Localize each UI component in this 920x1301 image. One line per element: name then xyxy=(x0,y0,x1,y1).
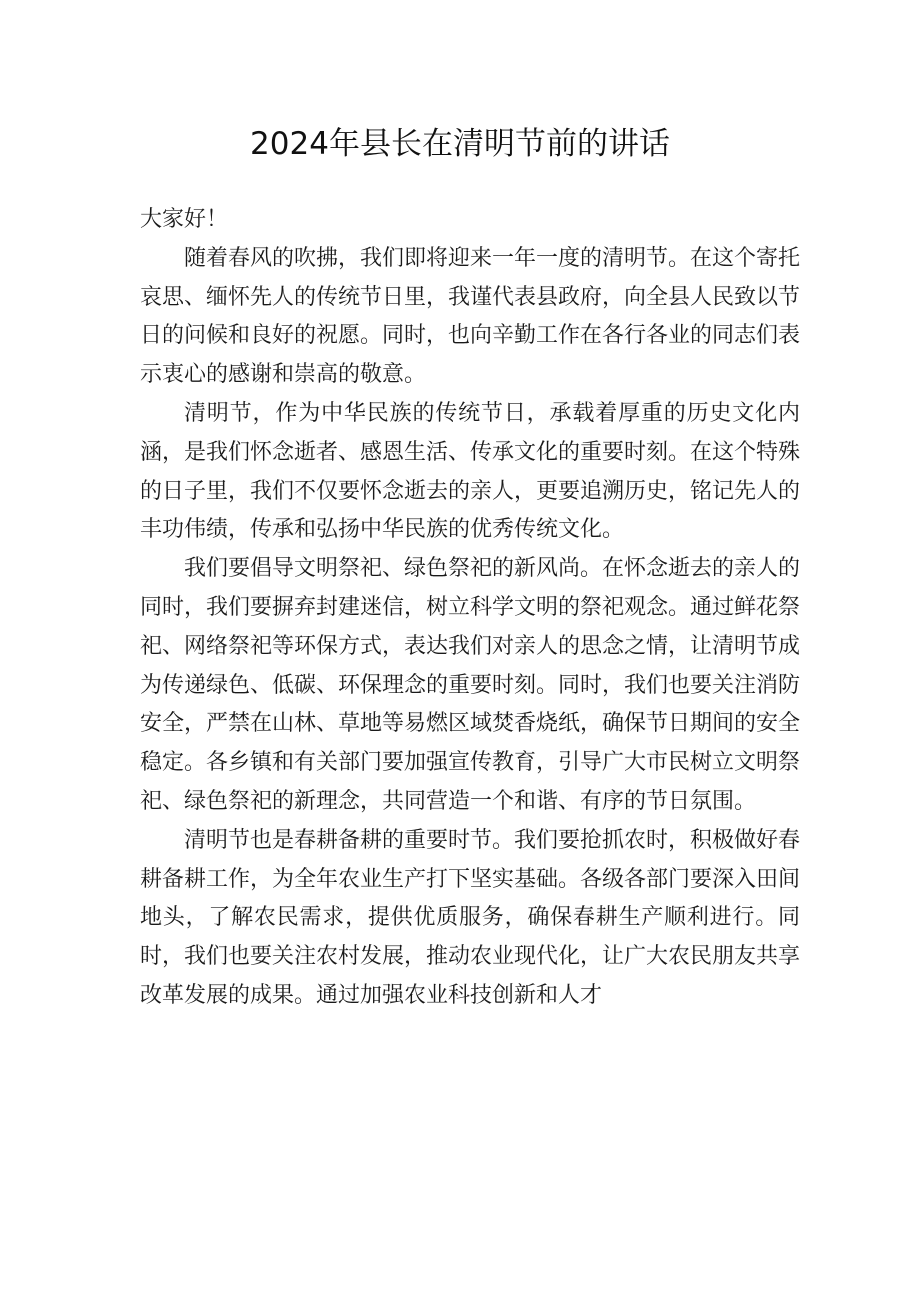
greeting: 大家好！ xyxy=(140,207,229,232)
paragraph-2: 清明节，作为中华民族的传统节日，承载着厚重的历史文化内涵，是我们怀念逝者、感恩生活、传承文化的重要时刻。在这个特殊的日子里，我们不仅要怀念逝去的亲人，更要追溯历史，铭记先人的丰功伟绩，传承和弘扬中华民族的优秀传统文化。 xyxy=(140,400,801,543)
paragraph-4: 清明节也是春耕备耕的重要时节。我们要抢抓农时，积极做好春耕备耕工作，为全年农业生产打下坚实基础。各级各部门要深入田间地头，了解农民需求，提供优质服务，确保春耕生产顺利进行。同时，我们也要关注农村发展，推动农业现代化，让广大农民朋友共享改革发展的成果。通过加强农业科技创新和人才 xyxy=(140,827,801,1008)
document-title: 2024年县长在清明节前的讲话 xyxy=(250,126,670,162)
document-body xyxy=(140,201,800,1016)
paragraph-1: 随着春风的吹拂，我们即将迎来一年一度的清明节。在这个寄托哀思、缅怀先人的传统节日里，我谨代表县政府，向全县人民致以节日的问候和良好的祝愿。同时，也向辛勤工作在各行各业的同志们表示衷心的感谢和崇高的敬意。 xyxy=(140,245,801,388)
paragraph-3: 我们要倡导文明祭祀、绿色祭祀的新风尚。在怀念逝去的亲人的同时，我们要摒弃封建迷信，树立科学文明的祭祀观念。通过鲜花祭祀、网络祭祀等环保方式，表达我们对亲人的思念之情，让清明节成为传递绿色、低碳、环保理念的重要时刻。同时，我们也要关注消防安全，严禁在山林、草地等易燃区域焚香烧纸，确保节日期间的安全稳定。各乡镇和有关部门要加强宣传教育，引导广大市民树立文明祭祀、绿色祭祀的新理念，共同营造一个和谐、有序的节日氛围。 xyxy=(140,556,801,814)
